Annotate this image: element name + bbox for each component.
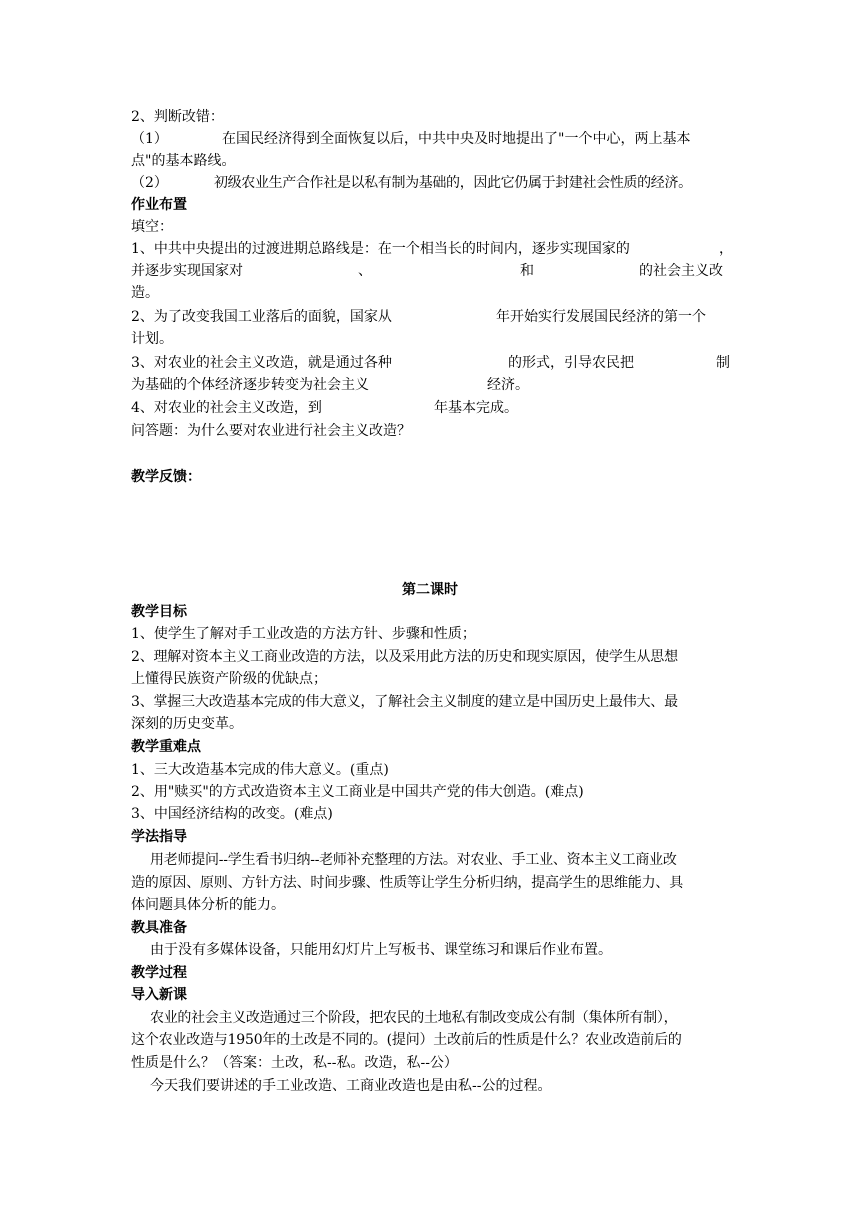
fill-text: ， xyxy=(719,241,733,257)
fill-item-2-line-2: 计划。 xyxy=(131,331,173,347)
goal-item-2: 2、理解对资本主义工商业改造的方法，以及采用此方法的历史和现实原因，使学生从思想 xyxy=(131,649,678,665)
fill-text: 1、中共中央提出的过渡进期总路线是：在一个相当长的时间内，逐步实现国家的 xyxy=(131,241,630,257)
fill-item-1-line-2 xyxy=(131,260,729,282)
method-heading: 学法指导 xyxy=(131,829,187,845)
fill-text: 2、为了改变我国工业落后的面貌，国家从 xyxy=(131,309,392,325)
fill-item-1 xyxy=(131,238,733,260)
fill-text: 的形式，引导农民把 xyxy=(508,355,634,371)
fill-item-3 xyxy=(131,352,729,374)
intro-paragraph-line-3: 性质是什么？（答案：土改，私--私。改造，私--公） xyxy=(131,1055,458,1071)
intro-paragraph-line-2: 这个农业改造与1950年的土改是不同的。(提问）土改前后的性质是什么？农业改造前后的 xyxy=(131,1032,682,1048)
intro-paragraph-line-1: 农业的社会主义改造通过三个阶段，把农民的土地私有制改变成公有制（集体所有制）， xyxy=(150,1010,678,1026)
goal-item-1: 1、使学生了解对手工业改造的方法方针、步骤和性质； xyxy=(131,626,476,642)
homework-heading: 作业布置 xyxy=(131,197,187,213)
goal-item-2-continued: 上懂得民族资产阶级的优缺点； xyxy=(131,671,327,687)
goal-item-3-continued: 深刻的历史变革。 xyxy=(131,716,243,732)
fill-text: 3、对农业的社会主义改造，就是通过各种 xyxy=(131,355,392,371)
fill-text: 经济。 xyxy=(487,377,529,393)
item-number: （2） xyxy=(131,175,168,191)
fill-text: 制 xyxy=(716,355,730,371)
fill-item-3-line-2 xyxy=(131,374,729,396)
item-text: 在国民经济得到全面恢复以后，中共中央及时地提出了"一个中心，两上基本 xyxy=(222,131,691,147)
fill-text: 的社会主义改 xyxy=(639,263,723,279)
key-point-3: 3、中国经济结构的改变。(难点) xyxy=(131,806,333,822)
method-paragraph-line-1: 用老师提问--学生看书归纳--老师补充整理的方法。对农业、手工业、资本主义工商业改 xyxy=(150,852,677,868)
item-text: 初级农业生产合作社是以私有制为基础的，因此它仍属于封建社会性质的经济。 xyxy=(214,175,692,191)
lesson-title: 第二课时 xyxy=(402,582,458,598)
goal-item-3: 3、掌握三大改造基本完成的伟大意义，了解社会主义制度的建立是中国历史上最伟大、最 xyxy=(131,694,678,710)
method-paragraph-line-2: 造的原因、原则、方针方法、时间步骤、性质等让学生分析归纳，提高学生的思维能力、具 xyxy=(131,875,683,891)
fill-text: 、 xyxy=(358,263,372,279)
goals-heading: 教学目标 xyxy=(131,604,187,620)
fill-blank-label: 填空： xyxy=(131,219,173,235)
method-paragraph-line-3: 体问题具体分析的能力。 xyxy=(131,897,285,913)
process-heading: 教学过程 xyxy=(131,965,187,981)
tools-heading: 教具准备 xyxy=(131,920,187,936)
key-point-2: 2、用"赎买"的方式改造资本主义工商业是中国共产党的伟大创造。(难点) xyxy=(131,784,584,800)
fill-text: 4、对农业的社会主义改造，到 xyxy=(131,400,322,416)
feedback-heading: 教学反馈： xyxy=(131,469,201,485)
fill-text: 年基本完成。 xyxy=(434,400,518,416)
tools-paragraph: 由于没有多媒体设备，只能用幻灯片上写板书、课堂练习和课后作业布置。 xyxy=(150,942,612,958)
fill-item-4 xyxy=(131,397,729,419)
judge-item-1-continued: 点"的基本路线。 xyxy=(131,153,236,169)
judge-item-1 xyxy=(131,128,729,150)
fill-item-2 xyxy=(131,306,729,328)
judge-correct-heading: 2、判断改错： xyxy=(131,109,224,125)
fill-text: 并逐步实现国家对 xyxy=(131,263,243,279)
fill-text: 和 xyxy=(520,263,534,279)
intro-heading: 导入新课 xyxy=(131,987,187,1003)
item-number: （1） xyxy=(131,131,168,147)
key-point-1: 1、三大改造基本完成的伟大意义。(重点) xyxy=(131,762,389,778)
key-points-heading: 教学重难点 xyxy=(131,739,201,755)
fill-text: 为基础的个体经济逐步转变为社会主义 xyxy=(131,377,369,393)
essay-question: 问答题：为什么要对农业进行社会主义改造？ xyxy=(131,423,411,439)
judge-item-2 xyxy=(131,172,729,194)
intro-paragraph-line-4: 今天我们要讲述的手工业改造、工商业改造也是由私--公的过程。 xyxy=(150,1078,552,1094)
fill-text: 年开始实行发展国民经济的第一个 xyxy=(496,309,706,325)
fill-item-1-line-3: 造。 xyxy=(131,285,159,301)
